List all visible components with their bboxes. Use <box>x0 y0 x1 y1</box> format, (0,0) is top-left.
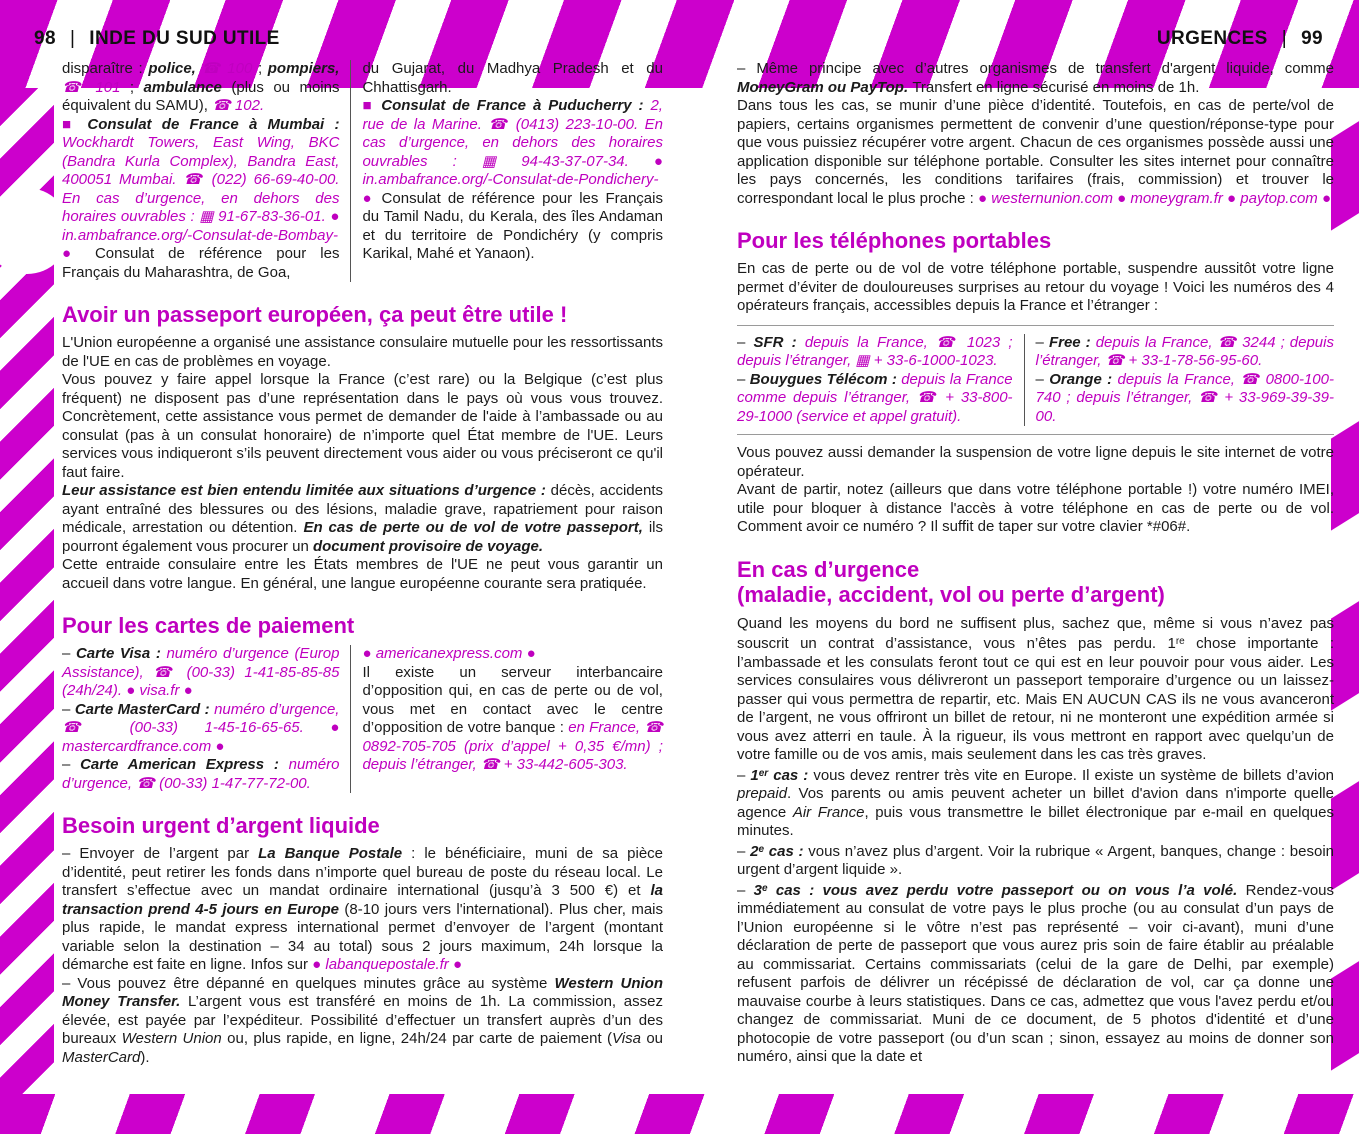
paragraph: – Carte American Express : numéro d’urgence, ☎ (00-33) 1-47-77-72-00. <box>62 756 340 792</box>
paragraph: L'Union européenne a organisé une assistance consulaire mutuelle pour les ressortissants de l'UE en cas de problèmes en voyage. <box>62 334 663 370</box>
header-right <box>1157 28 1323 50</box>
edge-tab <box>1331 597 1359 710</box>
passport-section <box>62 334 663 593</box>
phones-intro <box>737 260 1334 316</box>
paragraph: – Carte MasterCard : numéro d’urgence, ☎ (00-33) 1-45-16-65-65. ● mastercardfrance.com ● <box>62 700 340 755</box>
emergency-heading-line2: (maladie, accident, vol ou perte d’argent) <box>737 581 1165 607</box>
bottom-stripe-banner <box>0 1094 1359 1134</box>
paragraph: Quand les moyens du bord ne suffisent plus, sachez que, même si vous n’avez pas souscrit un contrat d’assistance, vous n’êtes pas perdu. 1re chose importante : l’ambassade et les consulats feront tout ce qui est en leur pouvoir pour vous aider. Les services consulaires vous délivreront un passeport temporaire d’urgence ou un laissez-passer qui vous permettra de repartir, etc. Mais EN AUCUN CAS ils ne vous avanceront de l’argent, ne vous offriront un billet de retour, ni ne monteront une expédition armée si vous avez atterri en taule. À la rigueur, ils vous mettront en rapport avec quelqu’un de votre famille ou de vos amis, mais seulement dans les cas très graves. <box>737 614 1334 763</box>
consulates-block <box>62 60 663 282</box>
consulates-column-2 <box>350 60 663 282</box>
left-page-number: 98 <box>34 28 56 49</box>
paragraph: – Free : depuis la France, ☎ 3244 ; depuis l’étranger, ☎ + 33-1-78-56-95-60. <box>1035 333 1334 369</box>
section-heading-passport: Avoir un passeport européen, ça peut être utile ! <box>62 302 568 327</box>
left-edge-stripes <box>0 88 54 1094</box>
paragraph: Vous pouvez aussi demander la suspension de votre ligne depuis le site internet de votre opérateur. <box>737 444 1334 480</box>
paragraph: disparaître : police, ☎ 100 ; pompiers, ☎ 101 ; ambulance (plus ou moins équivalent du SAMU), ☎ 102. <box>62 60 340 114</box>
paragraph: Dans tous les cas, se munir d’une pièce d’identité. Toutefois, en cas de perte/vol de papiers, certains organismes permettent de convenir d’une question/réponse-type pour que vous puissiez récupérer votre argent. Chacun de ces organismes possède aussi une application disponible sur téléphone portable. Consulter les sites internet pour connaître les pays concernés, les conditions tarifaires (frais, commission) et trouver le correspondant local le plus proche : ● westernunion.com ● moneygram.fr ● paytop.com ● <box>737 97 1334 207</box>
paragraph: – Orange : depuis la France, ☎ 0800-100-740 ; depuis l’étranger, ☎ + 33-969-39-39-00. <box>1035 370 1334 425</box>
paragraph: du Gujarat, du Madhya Pradesh et du Chhattisgarh. <box>362 60 663 96</box>
emergency-heading-line1: En cas d’urgence <box>737 556 920 582</box>
urgent-cash-section <box>62 845 663 1067</box>
left-section-title: INDE DU SUD UTILE <box>89 28 280 49</box>
paragraph: Vous pouvez y faire appel lorsque la France (c’est rare) ou la Belgique (c’est plus fréquent) ne disposent pas d’une représentation dans le pays où vous vous trouvez. Concrètement, cette assistance vous permet de demander de l'aide à l’ambassade ou au consulat (pas à un consulat honoraire) de n’importe quel État membre de l'UE. Leurs services vous indiqueront s’ils peuvent directement vous aider ou vous préciseront ce qu'il faut faire. <box>62 371 663 481</box>
paragraph: – Vous pouvez être dépanné en quelques minutes grâce au système Western Union Money Transfer. L’argent vous est transféré en moins de 1h. La commission, assez élevée, est payée par l’expéditeur. Possibilité d’effectuer un transfert auprès d’un des bureaux Western Union ou, plus rapide, en ligne, 24h/24 par carte de paiement (Visa ou MasterCard). <box>62 974 664 1066</box>
edge-tab <box>1331 417 1359 530</box>
consulates-column-1 <box>62 60 350 282</box>
paragraph: Avant de partir, notez (ailleurs que dans votre téléphone portable !) votre numéro IMEI, utile pour bloquer à distance l'accès à votre téléphone en cas de perte ou de vol. Comment avoir ce numéro ? Il suffit de taper sur votre clavier *#06#. <box>737 481 1334 535</box>
paragraph: ● americanexpress.com ● <box>362 645 536 662</box>
paragraph: – Même principe avec d’autres organismes de transfert d'argent liquide, comme MoneyGram ou PayTop. Transfert en ligne sécurisé en moins de 1h. <box>737 60 1334 96</box>
header-left <box>34 28 280 50</box>
paragraph: ■ Consulat de France à Puducherry : 2, rue de la Marine. ☎ (0413) 223-10-00. En cas d’urgence, en dehors des horaires ouvrables : ▦ 94-43-37-07-34. ● in.ambafrance.org/-Consulat-de-Pondichery- ● Consulat de référence pour les Français du Tamil Nadu, du Kerala, des îles Andaman et du territoire de Pondichéry (y compris Karikal, Mahé et Yanaon). <box>362 97 663 262</box>
section-heading-urgent-cash: Besoin urgent d’argent liquide <box>62 813 380 838</box>
edge-tab <box>1331 957 1359 1070</box>
paragraph: – Bouygues Télécom : depuis la France comme depuis l’étranger, ☎ + 33-800-29-1000 (service et appel gratuit). <box>737 370 1013 425</box>
operators-column-1 <box>737 334 1024 427</box>
payment-cards-block <box>62 645 663 793</box>
left-page <box>62 60 663 1067</box>
paragraph: En cas de perte ou de vol de votre téléphone portable, suspendre aussitôt votre ligne permet d’éviter de douloureuses surprises au retour du voyage ! Voici les numéros des 4 opérateurs français, accessibles depuis la France et l’étranger : <box>737 260 1334 314</box>
paragraph: – 2e cas : vous n’avez plus d’argent. Voir la rubrique « Argent, banques, change : besoin urgent d’argent liquide ». <box>737 842 1334 878</box>
payment-cards-column-1 <box>62 645 350 793</box>
paragraph: ■ Consulat de France à Mumbai : Wockhardt Towers, East Wing, BKC (Bandra Kurla Complex), Bandra East, 400051 Mumbai. ☎ (022) 66-69-40-00. En cas d’urgence, en dehors des horaires ouvrables : ▦ 91-67-83-36-01. ● in.ambafrance.org/-Consulat-de-Bombay- ● Consulat de référence pour les Français du Maharashtra, de Goa, <box>62 115 340 281</box>
phones-outro <box>737 444 1334 537</box>
edge-circle-notch <box>0 188 70 274</box>
right-page <box>737 60 1334 1067</box>
paragraph: – SFR : depuis la France, ☎ 1023 ; depuis l’étranger, ▦ + 33-6-1000-1023. <box>737 333 1013 369</box>
paragraph: – Carte Visa : numéro d’urgence (Europ Assistance), ☎ (00-33) 1-41-85-85-85 (24h/24). ● visa.fr ● <box>62 645 340 699</box>
right-section-title: URGENCES <box>1156 28 1268 49</box>
section-heading-emergency <box>737 557 1334 607</box>
right-page-number: 99 <box>1301 28 1323 49</box>
operators-block <box>737 325 1334 436</box>
section-heading-phones: Pour les téléphones portables <box>737 228 1052 253</box>
paragraph: – 3e cas : vous avez perdu votre passeport ou on vous l’a volé. Rendez-vous immédiatement au consulat de votre pays le plus proche (ou au consulat d’un pays de l’Union européenne si le vôtre n’est pas représenté – voir ci-avant), muni d’une déclaration de perte de passeport que vous aurez pris soin de faire établir au préalable au commissariat. Certains commissariats (celui de la gare de Delhi, par exemple) refusent parfois de délivrer un récépissé de déclaration de vol, car ça donne une mauvaise courbe à leurs statistiques. Dans ce cas, admettez que vous l'avez perdu et/ou changez de commissariat. Muni de ce document, de 5 photos d'identité et d’une photocopie de votre passeport (ou d’un scan ; sinon, essayez au moins de donner son numéro, ainsi que la date et <box>737 881 1335 1065</box>
paragraph: – Envoyer de l’argent par La Banque Postale : le bénéficiaire, muni de sa pièce d’identité, peut retirer les fonds dans n’importe quel bureau de poste du réseau local. Le transfert s’effectue avec un mandat ordinaire international (jusqu’à 3 500 €) et la transaction prend 4-5 jours en Europe (8-10 jours vers l'international). Plus cher, mais plus rapide, le mandat express international permet d’envoyer de l’argent (montant variable selon la destination – 34 au total) sous 2 jours maximum, 24h lorsque la démarche est faite en ligne. Infos sur ● labanquepostale.fr ● <box>62 845 663 973</box>
section-heading-payment-cards: Pour les cartes de paiement <box>62 613 355 638</box>
header-separator: | <box>1281 28 1288 49</box>
money-transfer-section <box>737 60 1334 208</box>
header-separator: | <box>69 28 76 49</box>
emergency-section <box>737 615 1334 1067</box>
paragraph: Leur assistance est bien entendu limitée aux situations d’urgence : décès, accidents ayant entraîné des blessures ou des lésions, maladie grave, rapatriement pour raison médicale, arrestation ou détention. En cas de perte ou de vol de votre passeport, ils pourront également vous procurer un document provisoire de voyage. <box>62 482 663 555</box>
edge-tab <box>1331 777 1359 890</box>
paragraph: – 1er cas : vous devez rentrer très vite en Europe. Il existe un système de billets d’avion prepaid. Vos parents ou amis peuvent acheter un billet d'avion dans n'importe quelle agence Air France, puis vous transmettre le billet électronique par e-mail en quelques minutes. <box>737 766 1335 839</box>
operators-column-2 <box>1024 334 1334 427</box>
payment-cards-column-2 <box>350 645 663 793</box>
paragraph: Cette entraide consulaire entre les États membres de l'UE ne peut vous garantir un accueil dans votre langue. En général, une langue européenne courante sera pratiquée. <box>62 556 663 592</box>
paragraph: Il existe un serveur interbancaire d’opposition qui, en cas de perte ou de vol, vous met en contact avec le centre d’opposition de votre banque : en France, ☎ 0892-705-705 (prix d’appel + 0,35 €/mn) ; depuis l’étranger, ☎ + 33-442-605-303. <box>362 663 663 773</box>
edge-tab <box>1331 117 1359 230</box>
